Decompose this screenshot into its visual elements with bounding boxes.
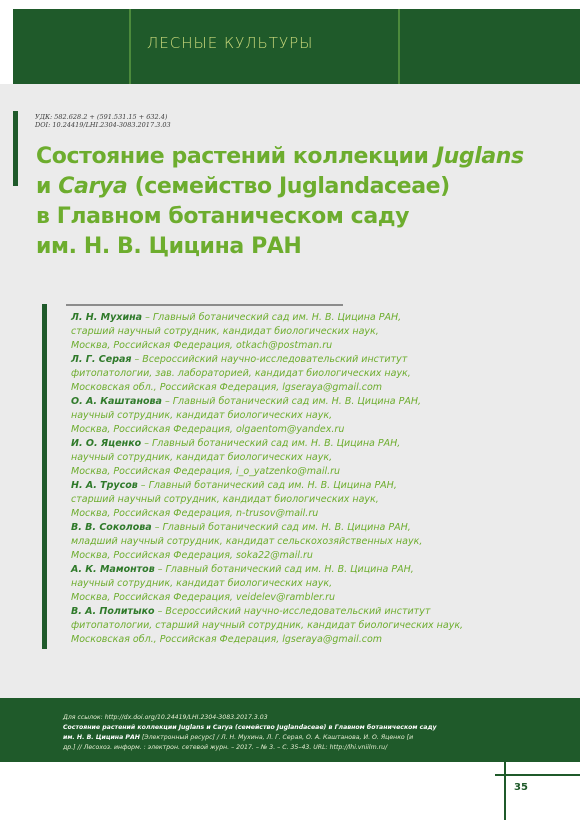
author-name: В. В. Соколова — [71, 522, 152, 533]
section-title: ЛЕСНЫЕ КУЛЬТУРЫ — [147, 34, 314, 52]
author-entry — [71, 521, 541, 563]
title-text: и — [36, 174, 59, 199]
author-name: И. О. Яценко — [71, 438, 142, 449]
citation-text — [63, 713, 483, 753]
author-affiliation: – Всероссийский научно-исследовательский институт — [154, 606, 431, 617]
title-text: Состояние растений коллекции — [36, 144, 436, 169]
author-position: фитопатологии, зав. лабораторией, кандидат биологических наук, — [71, 368, 411, 379]
author-entry — [71, 563, 541, 605]
author-location: Москва, Российская Федерация, n-trusov@mail.ru — [71, 508, 319, 519]
author-affiliation: – Всероссийский научно-исследовательский институт — [131, 354, 408, 365]
authors-divider — [66, 304, 343, 306]
author-position: научный сотрудник, кандидат биологических наук, — [71, 452, 333, 463]
author-name: Н. А. Трусов — [71, 480, 138, 491]
author-affiliation: – Главный ботанический сад им. Н. В. Цицина РАН, — [151, 522, 411, 533]
author-affiliation: – Главный ботанический сад им. Н. В. Цицина РАН, — [142, 312, 402, 323]
author-position: научный сотрудник, кандидат биологических наук, — [71, 578, 333, 589]
author-position: фитопатологии, старший научный сотрудник, кандидат биологических наук, — [71, 620, 464, 631]
footer-horizontal-rule — [495, 774, 580, 776]
author-entry — [71, 311, 541, 353]
title-text: (семейство Juglandaceae) — [127, 174, 450, 199]
author-name: А. К. Мамонтов — [71, 564, 155, 575]
citation-title: Состояние растений коллекции Juglans и Carya (семейство Juglandaceae) в Главном ботаническом саду — [63, 724, 437, 731]
author-affiliation: – Главный ботанический сад им. Н. В. Цицина РАН, — [141, 438, 401, 449]
citation-doi: Для ссылок: http://dx.doi.org/10.24419/LHI.2304-3083.2017.3.03 — [63, 714, 268, 721]
author-name: В. А. Политыко — [71, 606, 155, 617]
authors-list — [71, 311, 541, 647]
header-divider-right — [398, 9, 400, 84]
page-header — [0, 0, 580, 84]
citation-source: др.] // Лесохоз. информ. : электрон. сетевой журн. – 2017. – № 3. – С. 35–43. URL: http://lhi.vniilm.ru/ — [63, 744, 388, 751]
article-title — [36, 142, 556, 262]
doi-code: DOI: 10.24419/LHI.2304-3083.2017.3.03 — [35, 121, 171, 129]
author-entry — [71, 605, 541, 647]
author-location: Москва, Российская Федерация, soka22@mail.ru — [71, 550, 313, 561]
author-name: Л. Г. Серая — [71, 354, 132, 365]
title-genus: Carya — [58, 174, 128, 199]
author-position: младший научный сотрудник, кандидат сельскохозяйственных наук, — [71, 536, 423, 547]
author-name: Л. Н. Мухина — [71, 312, 143, 323]
author-position: старший научный сотрудник, кандидат биологических наук, — [71, 326, 379, 337]
article-meta — [35, 113, 171, 129]
author-position: старший научный сотрудник, кандидат биологических наук, — [71, 494, 379, 505]
page-number: 35 — [514, 782, 528, 793]
author-position: научный сотрудник, кандидат биологических наук, — [71, 410, 333, 421]
citation-authors: [Электронный ресурс] / Л. Н. Мухина, Л. Г. Серая, О. А. Каштанова, И. О. Яценко [и — [139, 734, 414, 741]
author-entry — [71, 353, 541, 395]
author-location: Москва, Российская Федерация, olgaentom@yandex.ru — [71, 424, 345, 435]
author-affiliation: – Главный ботанический сад им. Н. В. Цицина РАН, — [137, 480, 397, 491]
author-location: Московская обл., Российская Федерация, lgseraya@gmail.com — [71, 382, 383, 393]
author-entry — [71, 479, 541, 521]
citation-title: им. Н. В. Цицина РАН — [63, 734, 140, 741]
authors-accent-bar — [42, 304, 47, 649]
udk-code: УДК: 582.628.2 + (591.531.15 + 632.4) — [35, 113, 168, 121]
header-divider-left — [129, 9, 131, 84]
author-location: Москва, Российская Федерация, veidelev@rambler.ru — [71, 592, 336, 603]
author-entry — [71, 395, 541, 437]
author-location: Московская обл., Российская Федерация, lgseraya@gmail.com — [71, 634, 383, 645]
title-accent-bar — [13, 111, 18, 186]
author-affiliation: – Главный ботанический сад им. Н. В. Цицина РАН, — [154, 564, 414, 575]
title-genus: Juglans — [435, 144, 524, 169]
title-text: им. Н. В. Цицина РАН — [36, 234, 302, 259]
author-location: Москва, Российская Федерация, i_o_yatzenko@mail.ru — [71, 466, 341, 477]
title-text: в Главном ботаническом саду — [36, 204, 410, 229]
author-location: Москва, Российская Федерация, otkach@postman.ru — [71, 340, 333, 351]
author-name: О. А. Каштанова — [71, 396, 162, 407]
author-entry — [71, 437, 541, 479]
footer-vertical-rule — [504, 752, 506, 820]
author-affiliation: – Главный ботанический сад им. Н. В. Цицина РАН, — [161, 396, 422, 407]
